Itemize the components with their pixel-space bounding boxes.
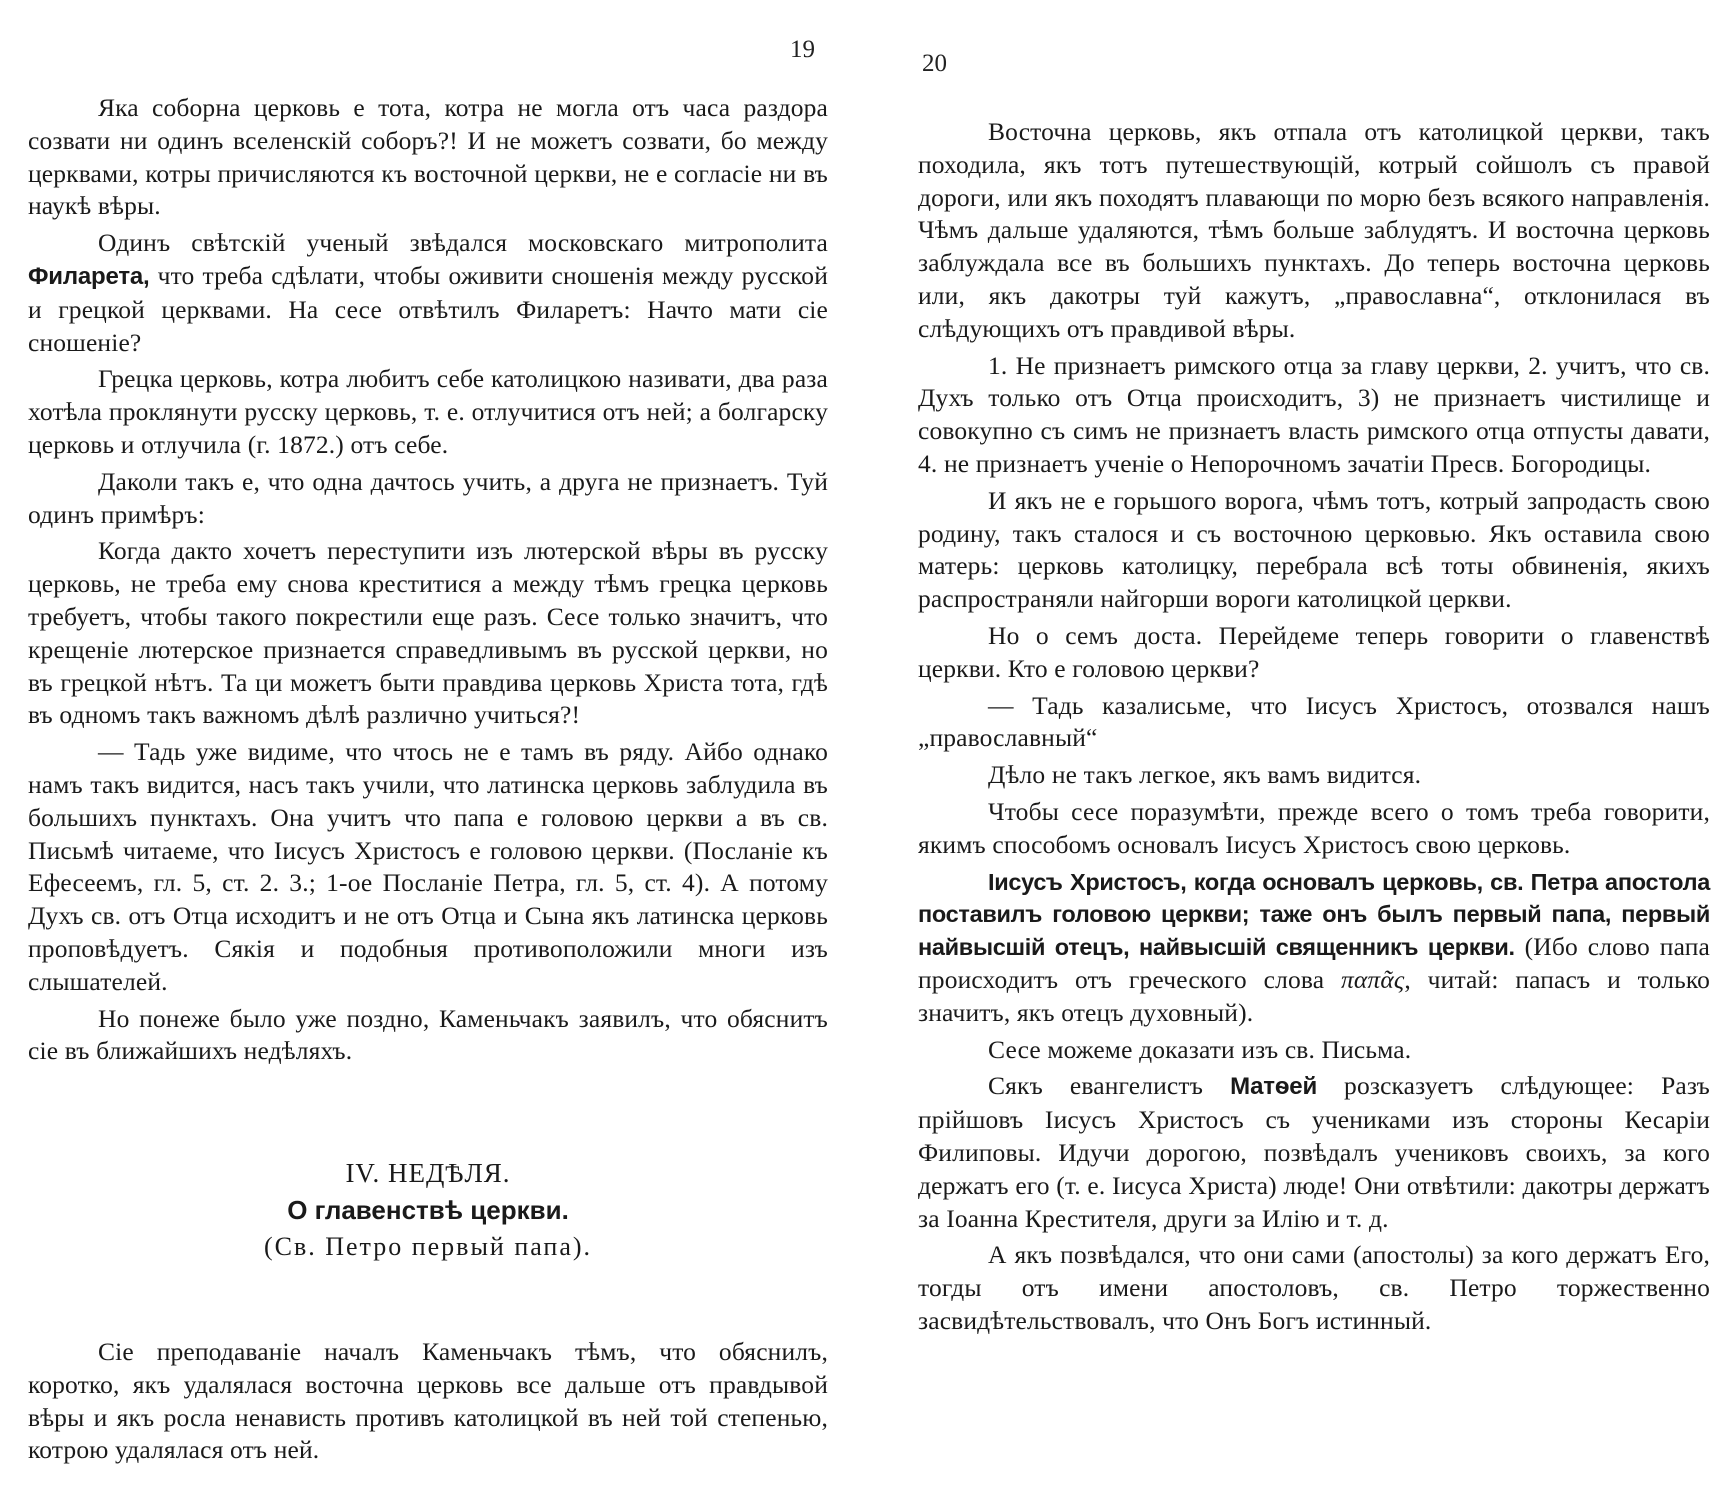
paragraph: Даколи такъ е, что одна дачтось учить, а друга не признаетъ. Туй одинъ примѣръ: [28,466,828,529]
paragraph: Восточна церковь, якъ отпала отъ католицкой церкви, такъ походила, якъ тотъ путешествующій, котрый сойшолъ съ правой дороги, или якъ походятъ плавающи по морю безъ всякого направленія. Чѣмъ дальше удаляются, тѣмъ больше заблудятъ. И восточна церковь заблуждала все въ большихъ пунктахъ. До теперь восточна церковь или, якъ дакотры туй кажутъ, „православна“, отклонилася въ слѣдующихъ отъ правдивой вѣры. [918,117,1710,343]
paragraph-text: , читай: папасъ и только значитъ, якъ отецъ духовный). [918,964,1710,1027]
chapter-heading [28,1158,828,1262]
paragraph: 1. Не признаетъ римского отца за главу церкви, 2. учитъ, что св. Духъ только отъ Отца происходитъ, 3) не признаетъ чистилище и совокупно съ симъ не признаетъ власть римского отца отпусты давати, 4. не признаетъ ученіе о Непорочномъ зачатіи Пресв. Богородицы. [918,350,1710,478]
paragraph-text: Одинъ свѣтскій ученый звѣдался московскаго митрополита [98,228,828,258]
left-text-block-top [28,92,828,1072]
paragraph: Грецка церковь, котра любитъ себе католицкою називати, два раза хотѣла проклянути русску церковь, т. е. отлучитися отъ ней; а болгарску церковь и отлучила (г. 1872.) отъ себе. [28,364,828,459]
paragraph: Яка соборна церковь е тота, котра не могла отъ часа раздора созвати ни одинъ вселенскій соборъ?! И не можетъ созвати, бо между церквами, котры причисляются къ восточной церкви, не е согласіе ни въ наукѣ вѣры. [28,93,828,221]
page-number: 19 [790,36,815,63]
paragraph: — Тадь казалисьме, что Іисусъ Христосъ, отозвался нашъ „православный“ [918,690,1710,753]
paragraph-bold-thesis [918,866,1710,1030]
paragraph: Но понеже было уже поздно, Каменьчакъ заявилъ, что обяснитъ сіе въ ближайшихъ недѣляхъ. [28,1003,828,1066]
right-page [866,0,1732,1500]
bold-thesis: Іисусъ Христосъ, когда основалъ церковь, св. Петра апостола поставилъ головою церкви; таже онъ былъ первый папа, первый найвысшій отецъ, найвысшій священникъ церкви. [918,868,1710,961]
chapter-title: О главенствѣ церкви. [287,1195,569,1225]
paragraph: Сесе можеме доказати изъ св. Письма. [988,1034,1412,1064]
paragraph: Дѣло не такъ легкое, якъ вамъ видится. [988,760,1422,790]
bold-name: Филарета, [28,262,150,290]
paragraph: — Тадь уже видиме, что чтось не е тамъ въ ряду. Айбо однако намъ такъ видится, насъ такъ учили, что латинска церковь заблудила въ большихъ пунктахъ. Она учитъ что папа е головою церкви а въ св. Письмѣ читаеме, что Іисусъ Христосъ е головою церкви. (Посланіе къ Ефесеемъ, гл. 5, ст. 2. 3.; 1-ое Посланіе Петра, гл. 5, ст. 4). А потому Духъ св. отъ Отца исходитъ и не отъ Отца и Сына якъ латинска церковь проповѣдуетъ. Сякія и подобныя противоположили многи изъ слышателей. [28,737,828,996]
paragraph-text: (Ибо слово папа происходитъ отъ греческого слова [918,932,1710,994]
bold-name: Матѳей [1230,1073,1318,1101]
paragraph: Чтобы сесе поразумѣти, прежде всего о томъ треба говорити, якимъ способомъ основалъ Іисусъ Христосъ свою церковь. [918,796,1710,859]
chapter-number: IV. НЕДѢЛЯ. [345,1158,511,1188]
paragraph-text: розсказуетъ слѣдующее: Разъ прійшовъ Іисусъ Христосъ съ учениками изъ стороны Кесаріи Филиповы. Идучи дорогою, позвѣдалъ учениковъ своихъ, за кого держатъ его (т. е. Іисуса Христа) люде! Они отвѣтили: дакотры держатъ за Іоанна Крестителя, други за Илію и т. д. [918,1071,1710,1233]
page-number: 20 [922,50,947,77]
paragraph-filaret [28,227,828,359]
paragraph: Но о семъ доста. Перейдеме теперь говорити о главенствѣ церкви. Кто е головою церкви? [918,620,1710,683]
paragraph-text: что треба сдѣлати, чтобы оживити сношенія между русской и грецкой церквами. На сесе отвѣтилъ Филаретъ: Начто мати сіе сношеніе? [28,260,828,357]
greek-word: παπᾶς [1340,964,1405,994]
paragraph: Сіе преподаваніе началъ Каменьчакъ тѣмъ, что обяснилъ, коротко, якъ удалялася восточна церковь все дальше отъ правдывой вѣры и якъ росла ненависть противъ католицкой въ ней той степенью, котрою удалялася отъ ней. [28,1337,828,1465]
paragraph: А якъ позвѣдался, что они сами (апостолы) за кого держатъ Его, тогды отъ имени апостоловъ, св. Петро торжественно засвидѣтельствовалъ, что Онъ Богъ истинный. [918,1240,1710,1335]
left-text-block-bottom [28,1336,828,1471]
paragraph: Когда дакто хочетъ переступити изъ лютерской вѣры въ русску церковь, не треба ему снова креститися а между тѣмъ грецка церковь требуетъ, чтобы такого покрестили еще разъ. Сесе только значитъ, что крещеніе лютерское признается справедливымъ въ русской церкви, но въ грецкой нѣтъ. Та ци можетъ быти правдива церковь Христа тота, гдѣ въ одномъ такъ важномъ дѣлѣ различно учиться?! [28,536,828,730]
chapter-subtitle: (Св. Петро первый папа). [263,1232,593,1261]
paragraph-text: Сякъ евангелистъ [988,1071,1231,1101]
paragraph: И якъ не е горьшого ворога, чѣмъ тотъ, котрый запродасть свою родину, такъ сталося и съ восточною церковью. Якъ оставила свою матерь: церковь католицку, перебрала всѣ тоты обвиненія, якихъ распространяли найгорши вороги католицкой церкви. [918,485,1710,614]
right-text-block [918,116,1710,1342]
paragraph-matthew [918,1070,1710,1235]
